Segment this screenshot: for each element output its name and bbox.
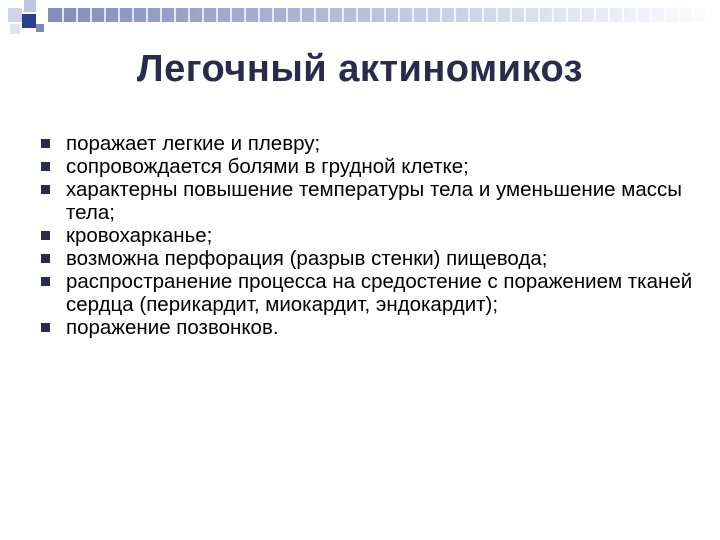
bullet-text: кровохарканье; bbox=[66, 224, 213, 247]
header-band-separator bbox=[216, 8, 218, 22]
header-band-separator bbox=[664, 8, 666, 22]
square-bullet-icon bbox=[41, 185, 50, 194]
bullet-item bbox=[40, 155, 700, 178]
header-band-separator bbox=[314, 8, 316, 22]
square-bullet-icon bbox=[41, 254, 50, 263]
header-band-separator bbox=[188, 8, 190, 22]
header-band-separator bbox=[104, 8, 106, 22]
header-band-separator bbox=[76, 8, 78, 22]
header-band-separator bbox=[510, 8, 512, 22]
square-bullet-icon bbox=[41, 162, 50, 171]
bullet-item bbox=[40, 247, 700, 270]
header-band-separator bbox=[370, 8, 372, 22]
bullet-text: возможна перфорация (разрыв стенки) пищевода; bbox=[66, 247, 548, 270]
header-band-separator bbox=[398, 8, 400, 22]
decor-square bbox=[10, 24, 20, 34]
square-bullet-icon bbox=[41, 323, 50, 332]
header-band-separator bbox=[384, 8, 386, 22]
bullet-text: поражает легкие и плевру; bbox=[66, 132, 321, 155]
header-band-separator bbox=[412, 8, 414, 22]
header-band-separator bbox=[706, 8, 708, 22]
bullet-text: поражение позвонков. bbox=[66, 316, 279, 339]
bullet-text: сопровождается болями в грудной клетке; bbox=[66, 155, 469, 178]
square-bullet-icon bbox=[41, 231, 50, 240]
header-band-separator bbox=[594, 8, 596, 22]
square-bullet-icon bbox=[41, 277, 50, 286]
header-band-separator bbox=[90, 8, 92, 22]
bullet-item bbox=[40, 316, 700, 339]
header-band-separator bbox=[636, 8, 638, 22]
bullet-list bbox=[40, 132, 700, 339]
header-band-separator bbox=[62, 8, 64, 22]
decor-square-accent bbox=[22, 14, 36, 28]
decor-square bbox=[8, 8, 22, 22]
header-band-separator bbox=[524, 8, 526, 22]
header-band-separator bbox=[482, 8, 484, 22]
header-band-separator bbox=[454, 8, 456, 22]
header-band-separator bbox=[342, 8, 344, 22]
header-band-separator bbox=[258, 8, 260, 22]
header-band-separator bbox=[160, 8, 162, 22]
header-band-separator bbox=[202, 8, 204, 22]
header-band-separator bbox=[300, 8, 302, 22]
header-band-separator bbox=[328, 8, 330, 22]
header-band-separator bbox=[440, 8, 442, 22]
header-band-separator bbox=[146, 8, 148, 22]
square-bullet-icon bbox=[41, 139, 50, 148]
header-band-separator bbox=[132, 8, 134, 22]
bullet-text: распространение процесса на средостение с поражением тканей сердца (перикардит, миокардит, эндокардит); bbox=[66, 270, 693, 316]
header-band-separator bbox=[286, 8, 288, 22]
bullet-item bbox=[40, 132, 700, 155]
header-band-separator bbox=[678, 8, 680, 22]
header-band-separator bbox=[244, 8, 246, 22]
decor-square bbox=[24, 0, 36, 12]
header-band-separator bbox=[580, 8, 582, 22]
header-band-separator bbox=[468, 8, 470, 22]
header-band-separator bbox=[538, 8, 540, 22]
header-band-separator bbox=[650, 8, 652, 22]
header-band-separator bbox=[118, 8, 120, 22]
bullet-item bbox=[40, 178, 700, 224]
header-band-separator bbox=[272, 8, 274, 22]
slide-title: Легочный актиномикоз bbox=[136, 48, 584, 90]
bullet-item bbox=[40, 270, 700, 316]
bullet-text: характерны повышение температуры тела и уменьшение массы тела; bbox=[66, 178, 683, 224]
header-band-separator bbox=[356, 8, 358, 22]
header-band-separator bbox=[608, 8, 610, 22]
header-band-separator bbox=[566, 8, 568, 22]
bullet-item bbox=[40, 224, 700, 247]
decor-square bbox=[36, 24, 44, 32]
header-band-separator bbox=[622, 8, 624, 22]
header-band-separator bbox=[174, 8, 176, 22]
header-band-separator bbox=[692, 8, 694, 22]
header-band-separator bbox=[552, 8, 554, 22]
header-band-separator bbox=[426, 8, 428, 22]
header-band-separator bbox=[496, 8, 498, 22]
header-band-separator bbox=[230, 8, 232, 22]
